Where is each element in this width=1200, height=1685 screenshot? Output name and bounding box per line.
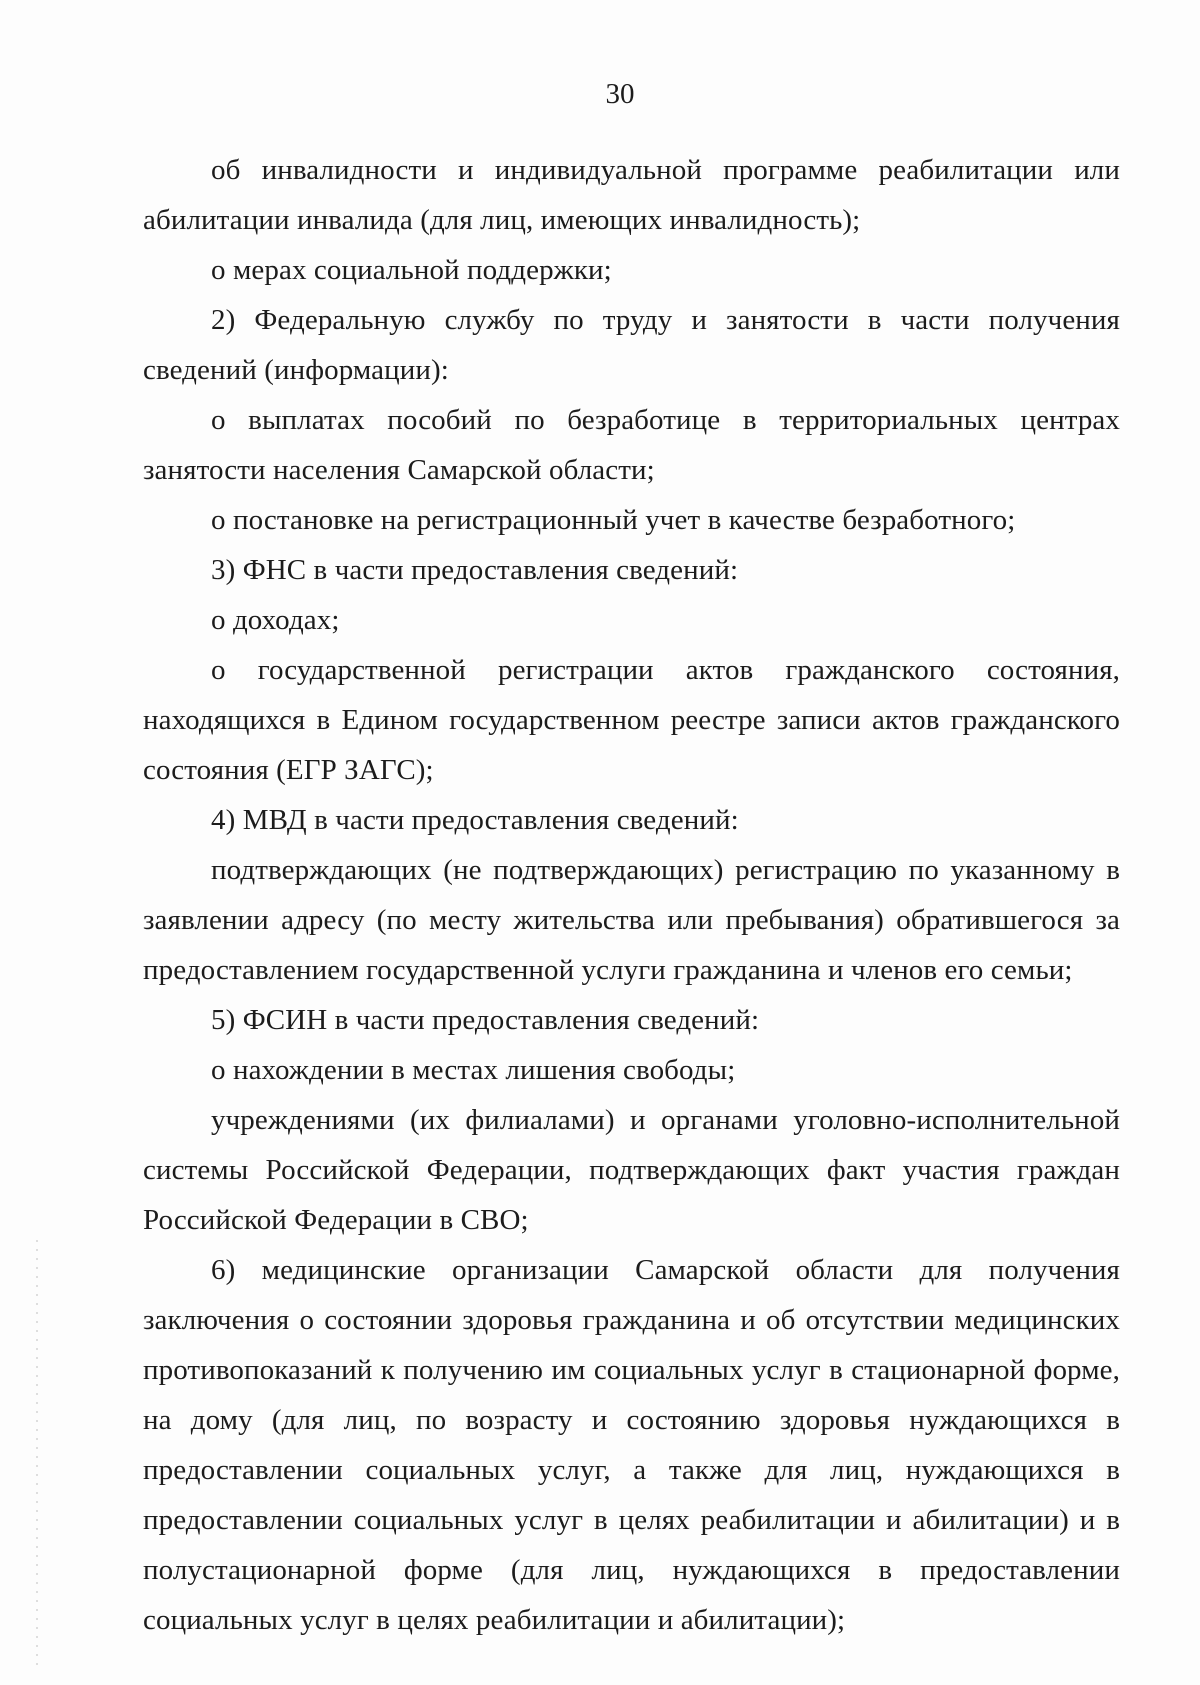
paragraph: 2) Федеральную службу по труду и занятости в части получения сведений (информации): xyxy=(143,304,1120,386)
document-body xyxy=(143,145,1120,1645)
paragraph: о постановке на регистрационный учет в качестве безработного; xyxy=(211,504,1016,536)
scan-edge-marks xyxy=(36,1240,38,1670)
paragraph: подтверждающих (не подтверждающих) регистрацию по указанному в заявлении адресу (по месту жительства или пребывания) обратившегося за предоставлением государственной услуги гражданина и членов его семьи; xyxy=(143,854,1120,986)
paragraph: о государственной регистрации актов гражданского состояния, находящихся в Едином государственном реестре записи актов гражданского состояния (ЕГР ЗАГС); xyxy=(143,654,1120,786)
paragraph: 6) медицинские организации Самарской области для получения заключения о состоянии здоровья гражданина и об отсутствии медицинских противопоказаний к получению им социальных услуг в стационарной форме, на дому (для лиц, по возрасту и состоянию здоровья нуждающихся в предоставлении социальных услуг, а также для лиц, нуждающихся в предоставлении социальных услуг в целях реабилитации и абилитации) и в полустационарной форме (для лиц, нуждающихся в предоставлении социальных услуг в целях реабилитации и абилитации); xyxy=(143,1254,1120,1636)
paragraph: о выплатах пособий по безработице в территориальных центрах занятости населения Самарской области; xyxy=(143,404,1120,486)
paragraph: о доходах; xyxy=(211,604,340,636)
paragraph: об инвалидности и индивидуальной программе реабилитации или абилитации инвалида (для лиц, имеющих инвалидность); xyxy=(143,154,1120,236)
paragraph: учреждениями (их филиалами) и органами уголовно-исполнительной системы Российской Федерации, подтверждающих факт участия граждан Российской Федерации в СВО; xyxy=(143,1104,1120,1236)
paragraph: 3) ФНС в части предоставления сведений: xyxy=(211,554,739,586)
paragraph: 5) ФСИН в части предоставления сведений: xyxy=(211,1004,760,1036)
paragraph: о мерах социальной поддержки; xyxy=(211,254,612,286)
paragraph: о нахождении в местах лишения свободы; xyxy=(211,1054,736,1086)
page-number: 30 xyxy=(605,78,635,110)
paragraph: 4) МВД в части предоставления сведений: xyxy=(211,804,739,836)
